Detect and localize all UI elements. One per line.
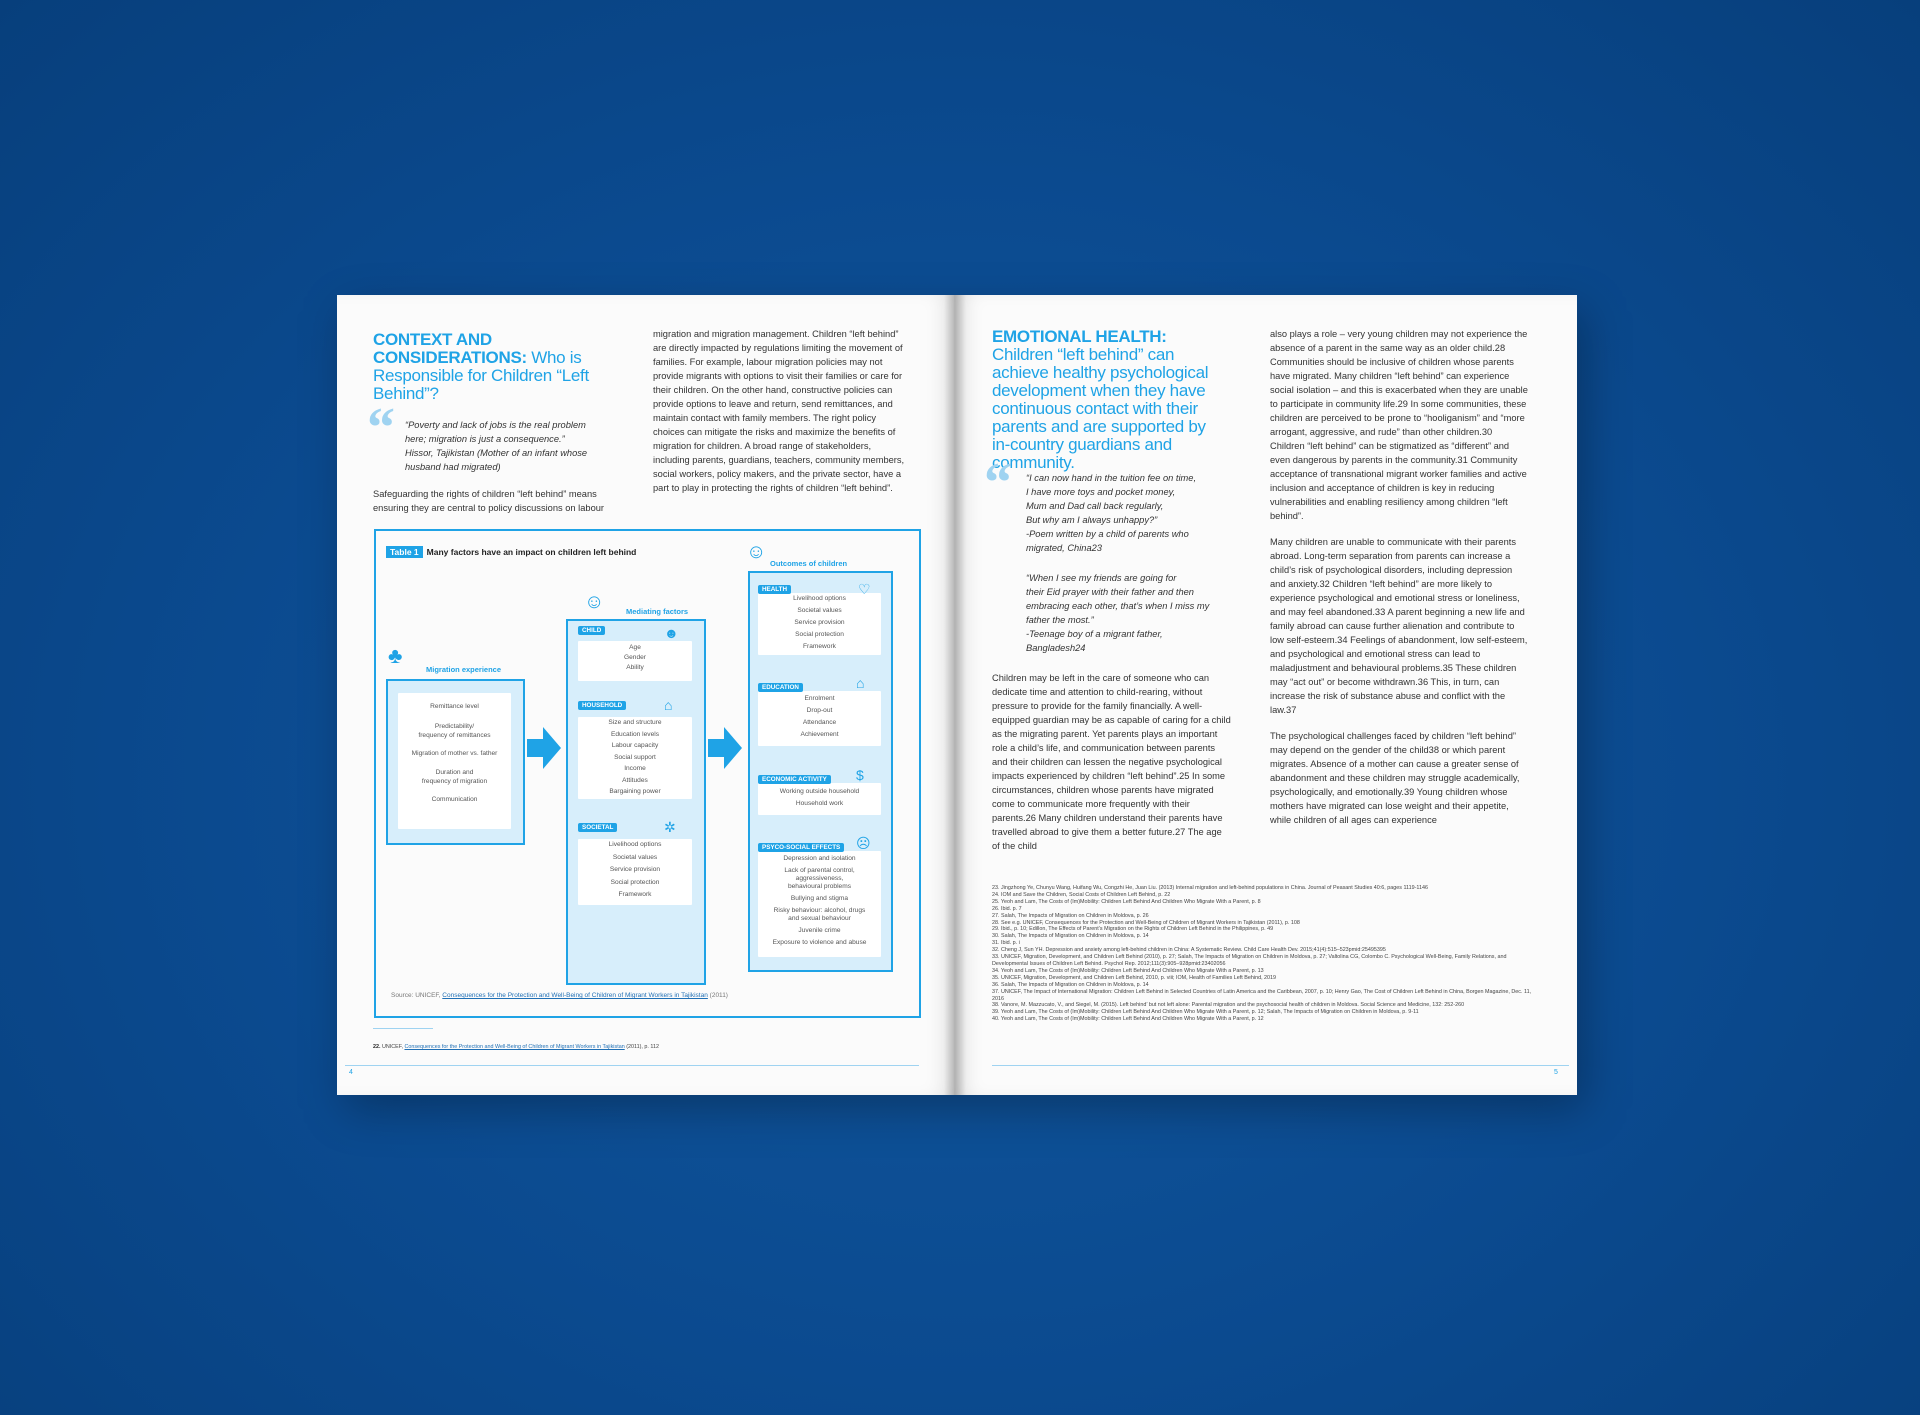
spine-gutter	[944, 295, 966, 1095]
list-item: Social support	[614, 753, 656, 761]
right-arrow-icon	[527, 727, 561, 769]
societal-badge: SOCIETAL	[578, 823, 617, 832]
health-badge: HEALTH	[758, 585, 791, 594]
left-page	[337, 295, 954, 1095]
list-item: Predictability/ frequency of remittances	[418, 722, 491, 739]
list-item: Gender	[624, 654, 646, 661]
quote-line: -Poem written by a child of parents who	[1026, 529, 1189, 539]
list-item: Social protection	[610, 878, 660, 886]
footnote: 25. Yeoh and Lam, The Costs of (Im)Mobility: Children Left Behind And Children Who Migrate With a Parent, p. 8	[992, 898, 1261, 905]
right-footnotes	[992, 885, 1532, 1023]
footnote: 24. IOM and Save the Children, Social Costs of Children Left Behind, p. 22	[992, 891, 1171, 898]
economic-box	[758, 783, 881, 815]
mediating-factors-heading: Mediating factors	[626, 607, 689, 616]
list-item: Enrolment	[804, 695, 835, 702]
right-quote-1	[1026, 471, 1226, 555]
school-icon: ⌂	[856, 675, 865, 691]
health-box	[758, 593, 881, 655]
outcomes-panel	[748, 571, 893, 972]
footnote-number: 22.	[373, 1044, 381, 1050]
source-suffix: (2011)	[707, 992, 728, 999]
list-item: Income	[624, 765, 646, 772]
list-item: Service provision	[609, 866, 661, 873]
psycho-social-box	[758, 851, 881, 957]
page-number: 4	[349, 1069, 353, 1076]
parent-child-icon: ☺	[746, 541, 767, 563]
list-item: Size and structure	[608, 719, 662, 726]
right-paragraph-1: Children may be left in the care of someone who can dedicate time and attention to child-rearing, without pressure to provide for the family financially. A well-equipped guardian may be as capable of caring for a child as the migrating parent. Yet parents plays an important role a child’s life, and communication between parents and their children can lessen the negative psychological impacts experienced by children “left behind”.25 In some circumstances, children whose parents have migrated come to communicate more frequently with their parents.26 Many children understand their parents have travelled abroad to give them a better future.27 The age of the child	[992, 673, 1231, 851]
list-item: Ability	[626, 664, 644, 671]
left-paragraph-2: migration and migration management. Children “left behind” are directly impacted by regulations limiting the movement of families. For example, labour migration policies may not provide migrants with options to visit their families or care for their children. On the other hand, constructive policies can provide options to leave and return, send remittances, and maintain contact with family members. The right policy choices can mitigate the risks and maximize the benefits of migration for children. A broad range of stakeholders, including parents, guardians, teachers, community members, social workers, policy makers, and the private sector, have a part to play in protecting the rights of children “left behind”.	[653, 329, 905, 493]
right-column-2	[1270, 327, 1528, 839]
list-item: Duration and frequency of migration	[421, 769, 488, 785]
left-heading-light: Who is Responsible for Children “Left Behind”?	[373, 348, 589, 403]
left-paragraph-1: Safeguarding the rights of children “left behind” means ensuring they are central to policy discussions on labour	[373, 489, 605, 513]
footnote: 28. See e.g. UNICEF, Consequences for the Protection and Well-Being of Children of Migrant Workers in Tajikistan (2011), p. 108	[992, 919, 1300, 926]
quote-line: father the most.”	[1026, 615, 1094, 625]
child-box	[578, 641, 692, 681]
footnote: 39. Yeoh and Lam, The Costs of (Im)Mobility: Children Left Behind And Children Who Migrate With a Parent, p. 12; Salah, The Impacts of Migration on Children in Moldova, p. 9-11	[992, 1009, 1419, 1016]
footnote: 38. Vanore, M. Mazzucato, V., and Siegel, M. (2015). Left behind’ but not left alone: Parental migration and the psychosocial health of children in Moldova. Social Science and Medicine, 132: 252-260	[992, 1002, 1465, 1009]
list-item: Migration of mother vs. father	[411, 749, 498, 757]
footnote-suffix: (2011), p. 112	[624, 1044, 659, 1050]
right-arrow-icon	[708, 727, 742, 769]
left-footer-rule	[345, 1065, 919, 1066]
network-icon: ✲	[664, 819, 676, 835]
left-heading-bold: CONTEXT AND CONSIDERATIONS:	[373, 330, 527, 367]
migration-experience-panel	[386, 679, 525, 845]
quote-mark-icon: “	[367, 397, 395, 459]
migration-experience-list	[398, 693, 511, 829]
children-icon: ☻	[664, 625, 679, 641]
psycho-social-badge: PSYCO-SOCIAL EFFECTS	[758, 843, 844, 852]
migration-experience-heading: Migration experience	[426, 665, 502, 674]
list-item: Achievement	[800, 731, 839, 738]
list-item: Labour capacity	[611, 742, 659, 749]
list-item: Age	[629, 644, 641, 651]
right-paragraph-4: The psychological challenges faced by children “left behind” may depend on the gender of the child38 or which parent migrates. Absence of a mother can cause a greater sense of abandonment and these children may struggle academically, psychologically, and emotionally.39 Young children whose mothers have migrated can lose weight and their appetite, while children of all ages can experience	[1270, 731, 1520, 825]
list-item: Service provision	[794, 619, 845, 626]
quote-line: here; migration is just a consequence.”	[405, 434, 565, 444]
list-item: Communication	[431, 796, 478, 803]
list-item: Bargaining power	[609, 788, 661, 795]
list-item: Attitudes	[622, 776, 648, 784]
family-icon: ♣	[388, 643, 403, 668]
right-heading	[992, 328, 1217, 472]
right-heading-bold: EMOTIONAL HEALTH:	[992, 327, 1167, 346]
child-badge: CHILD	[578, 626, 605, 635]
heart-icon: ♡	[858, 581, 871, 597]
money-hand-icon: $	[856, 767, 864, 783]
quote-line: But why am I always unhappy?”	[1026, 515, 1158, 525]
left-footnote	[373, 1044, 913, 1051]
table-source	[391, 992, 728, 999]
list-item: Risky behaviour: alcohol, drugs and sexual behaviour	[773, 907, 866, 922]
quote-line: husband had migrated)	[405, 462, 501, 472]
right-quote-2	[1026, 571, 1226, 655]
list-item: Drop-out	[806, 707, 833, 714]
list-item: Framework	[803, 643, 836, 650]
list-item: Lack of parental control, aggressiveness, behavioural problems	[784, 867, 855, 890]
list-item: Juvenile crime	[798, 927, 841, 934]
list-item: Bullying and stigma	[790, 895, 849, 902]
footnote: 29. Ibid., p. 10; Edillon, The Effects of Parent’s Migration on the Rights of Children Left Behind in the Philippines, p. 49	[992, 926, 1274, 933]
list-item: Societal values	[612, 853, 658, 861]
people-icon: ☺	[584, 591, 605, 613]
list-item: Social protection	[795, 631, 844, 638]
source-link[interactable]: Consequences for the Protection and Well-Being of Children of Migrant Workers in Tajikistan	[442, 992, 708, 999]
quote-line: -Teenage boy of a migrant father,	[1026, 629, 1163, 639]
list-item: Societal values	[797, 607, 842, 614]
right-paragraph-2: also plays a role – very young children may not experience the absence of a parent in the same way as an older child.28 Communities should be inclusive of children whose parents have migrated. Many children “left behind” can experience social isolation – and this is exacerbated when they are unable to participate in community life.29 In some communities, these children are perceived to be prone to “hooliganism” and “more arrogant, aggressive, and rude” than other children.30 Children “left behind” can be stigmatized as “different” and even dangerous by parents in the community.31 Community acceptance of transnational migrant worker families and active inclusion and acceptance of children is key in reducing vulnerabilities and enabling resiliency among children “left behind”.	[1270, 329, 1528, 521]
footnote: 35. UNICEF, Migration, Development, and Children Left Behind, 2010, p. viii; IOM, Health of Families Left Behind, 2019	[992, 974, 1277, 981]
list-item: Attendance	[802, 719, 837, 726]
footnote-link[interactable]: Consequences for the Protection and Well-Being of Children of Migrant Workers in Tajikistan	[404, 1044, 625, 1050]
mediating-factors-panel	[566, 619, 706, 985]
list-item: Depression and isolation	[783, 855, 856, 862]
head-icon: ☹	[856, 835, 871, 851]
list-item: Remittance level	[430, 703, 479, 710]
quote-line: their Eid prayer with their father and then	[1026, 587, 1194, 597]
footnote: 31. Ibid. p. i	[992, 940, 1020, 947]
quote-line: Bangladesh24	[1026, 643, 1086, 653]
education-badge: EDUCATION	[758, 683, 803, 692]
footnote: 40. Yeoh and Lam, The Costs of (Im)Mobility: Children Left Behind And Children Who Migrate With a Parent, p. 12	[992, 1016, 1264, 1023]
right-heading-light: Children “left behind” can achieve healthy psychological development when they have continuous contact with their parents and are supported by in-country guardians and community.	[992, 345, 1209, 472]
quote-line: “I can now hand in the tuition fee on time,	[1026, 473, 1197, 483]
economic-badge: ECONOMIC ACTIVITY	[758, 775, 831, 784]
footnote: 32. Cheng J, Sun YH. Depression and anxiety among left-behind children in China: A Systematic Review. Child Care Health Dev. 2015;41(4):515–523pmid:25495395	[992, 947, 1386, 954]
right-page	[954, 295, 1577, 1095]
household-badge: HOUSEHOLD	[578, 701, 626, 710]
table-tag: Table 1	[386, 546, 423, 558]
footnote: 33. UNICEF, Migration, Development, and Children Left Behind (2010), p. 27; Salah, The Impacts of Migration on Children in Moldova, p. 27; Valtolina CG, Colombo C. Psychological Well-Being, Family Relations, and Developmental Issues of Children Left Behind. Psychol Rep. 2012;111(3):905–928pmid:23402056	[992, 954, 1507, 967]
quote-line: I have more toys and pocket money,	[1026, 487, 1176, 497]
list-item: Working outside household	[779, 788, 860, 795]
table-title-text: Many factors have an impact on children left behind	[426, 547, 637, 557]
left-quote	[405, 418, 605, 474]
page-number: 5	[1554, 1069, 1558, 1076]
quote-line: Mum and Dad call back regularly,	[1026, 501, 1164, 511]
list-item: Livelihood options	[793, 595, 846, 602]
quote-mark-icon: “	[984, 452, 1012, 514]
right-footer-rule	[992, 1065, 1569, 1066]
footnote-divider	[373, 1028, 433, 1029]
quote-line: migrated, China23	[1026, 543, 1102, 553]
footnote: 26. Ibid. p. 7	[992, 905, 1022, 912]
left-heading	[373, 331, 598, 403]
quote-line: “Poverty and lack of jobs is the real problem	[405, 420, 586, 430]
factors-table	[374, 529, 921, 1018]
societal-box	[578, 839, 692, 905]
footnote: 37. UNICEF, The Impact of International Migration: Children Left Behind in Selected Countries of Latin America and the Caribbean, 2007, p. 10; Henry Gao, The Cost of Children Left Behind in China, Borgen Magazine, Dec. 11, 2016	[992, 988, 1532, 1002]
quote-line: embracing each other, that’s when I miss my	[1026, 601, 1210, 611]
footnote: 34. Yeoh and Lam, The Costs of (Im)Mobility: Children Left Behind And Children Who Migrate With a Parent, p. 13	[992, 967, 1264, 974]
quote-line: Hissor, Tajikistan (Mother of an infant whose	[405, 448, 588, 458]
footnote: 30. Salah, The Impacts of Migration on Children in Moldova, p. 14	[992, 933, 1149, 940]
education-box	[758, 691, 881, 746]
footnote-prefix: UNICEF,	[380, 1044, 405, 1050]
quote-line: “When I see my friends are going for	[1026, 573, 1177, 583]
list-item: Exposure to violence and abuse	[772, 939, 867, 946]
outcomes-heading: Outcomes of children	[770, 559, 848, 568]
footnote: 23. Jingzhong Ye, Chunyu Wang, Huifang Wu, Congzhi He, Juan Liu. (2013) Internal migration and left-behind populations in China. Journal of Peasant Studies 40:6, pages 1119-1146	[992, 885, 1429, 891]
source-prefix: Source: UNICEF,	[391, 992, 443, 999]
footnote: 36. Salah, The Impacts of Migration on Children in Moldova, p. 14	[992, 981, 1149, 988]
list-item: Education levels	[610, 730, 660, 738]
list-item: Household work	[795, 800, 844, 807]
footnote: 27. Salah, The Impacts of Migration on Children in Moldova, p. 26	[992, 912, 1149, 919]
list-item: Framework	[618, 891, 652, 898]
house-icon: ⌂	[664, 697, 673, 713]
list-item: Livelihood options	[608, 841, 662, 848]
right-paragraph-3: Many children are unable to communicate with their parents abroad. Long-term separation from parents can increase a child’s risk of psychological disorders, including depression and anxiety.32 Children “left behind” are more likely to experience psychological and emotional stress or loneliness, and may feel abandoned.33 A parent beginning a new life and family abroad can cause further alienation and contribute to low self-esteem.34 Feelings of abandonment, low self-esteem, and psychological and emotional stress can lead to maladjustment and behavioural problems.35 These children may “act out” or become withdrawn.36 This, in turn, can increase the risk of substance abuse and conflict with the law.37	[1270, 537, 1528, 715]
table-title	[386, 547, 636, 557]
household-box	[578, 717, 692, 799]
